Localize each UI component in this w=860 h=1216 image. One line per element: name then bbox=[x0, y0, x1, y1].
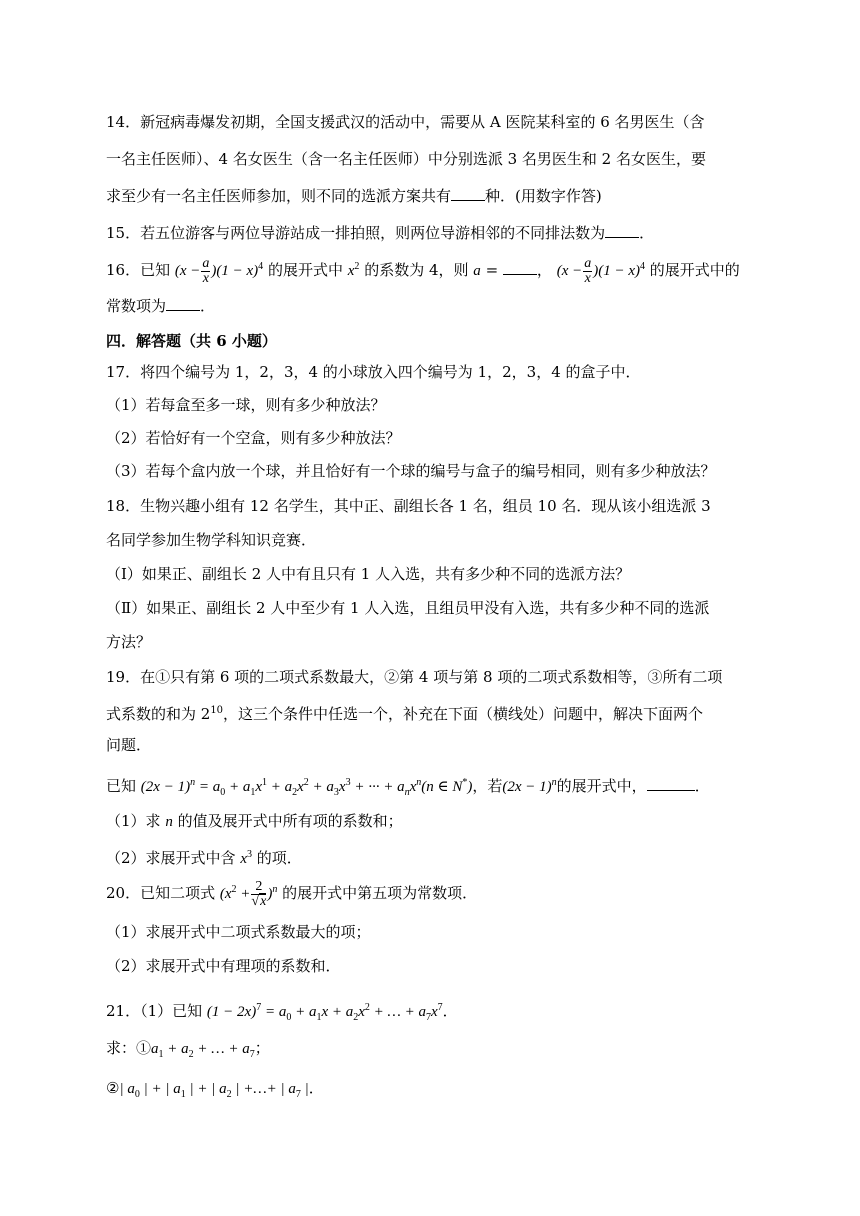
q16-text-a: 16．已知 bbox=[106, 261, 171, 279]
q21-text-b: ． bbox=[442, 1002, 458, 1020]
q18-line1: 18．生物兴趣小组有 12 名学生，其中正、副组长各 1 名，组员 10 名．现从该小组选派 3 bbox=[106, 497, 711, 515]
q19-text-p1a: （1）求 bbox=[106, 812, 161, 830]
q16-text-f: 常数项为 bbox=[106, 297, 167, 315]
q19-text-p2b: 的项． bbox=[256, 849, 302, 867]
q17-part3: （3）若每个盒内放一个球，并且恰好有一个球的编号与盒子的编号相同，则有多少种放法？ bbox=[106, 462, 716, 480]
q15-text-b: ． bbox=[639, 224, 655, 242]
q19-text-2b: ，这三个条件中任选一个，补充在下面（横线处）问题中，解决下面两个 bbox=[223, 705, 704, 723]
q18-line2: 名同学参加生物学科知识竞赛． bbox=[106, 531, 317, 549]
q18-part2-line1: （Ⅱ）如果正、副组长 2 人中至少有 1 人入选，且组员甲没有入选，共有多少种不同的选派 bbox=[106, 599, 710, 617]
q16-text-c: 的系数为 4，则 bbox=[364, 261, 469, 279]
q21-sum-1: $a_1 + a_2$ + … + $a_7$ bbox=[151, 1041, 255, 1060]
q17-part2: （2）若恰好有一个空盒，则有多少种放法？ bbox=[106, 429, 401, 447]
q19-text-2a: 式系数的和为 2 bbox=[106, 705, 211, 723]
q15-line bbox=[106, 223, 654, 243]
q19-condition-blank bbox=[647, 776, 695, 791]
q19-binomial: $(2x - 1)^n$ bbox=[502, 777, 557, 795]
q21-line2 bbox=[106, 1038, 270, 1065]
q16-text-g: ． bbox=[200, 297, 216, 315]
q16-expr-1: (x − $\frac{a}{x}$ )$(1 - x)^4$ bbox=[174, 256, 264, 287]
q14-answer-blank bbox=[451, 186, 485, 201]
q18-part1: （Ⅰ）如果正、副组长 2 人中有且只有 1 人入选，共有多少种不同的选派方法？ bbox=[106, 565, 631, 583]
q16-x2: $x^2$ bbox=[347, 261, 360, 279]
q19-text-4b: ，若 bbox=[472, 777, 503, 795]
q20-part1: （1）求展开式中二项式系数最大的项； bbox=[106, 923, 371, 941]
q16-text-d: ， bbox=[536, 261, 552, 279]
q16-expr-2: (x − $\frac{a}{x}$ )$(1 - x)^4$ bbox=[556, 256, 645, 287]
q16-blank-a bbox=[503, 260, 537, 275]
q19-part1 bbox=[106, 811, 403, 832]
q16-blank-const bbox=[166, 296, 200, 311]
q19-expansion: $(2x - 1)^n = a_0 + a_1x^1 + a_2x^2 + a_3x^3$ + ··· + $a_nx^n(n$ ∈ N*) bbox=[140, 777, 473, 798]
q16-a-eq: a bbox=[473, 263, 481, 279]
q19-x3: $x^3$ bbox=[240, 849, 252, 867]
q18-part2-line2: 方法？ bbox=[106, 633, 152, 651]
q21-expansion: $(1 - 2x)^7 = a_0 + a_1x + a_2x^2$ + … + $a_7x^7$ bbox=[206, 1002, 443, 1023]
q17-stem: 17．将四个编号为 1，2，3，4 的小球放入四个编号为 1，2，3，4 的盒子中． bbox=[106, 363, 641, 381]
q19-text-4c: 的展开式中， bbox=[556, 777, 647, 795]
q16-line1: 16．已知 (x − $\frac{a}{x}$ )$(1 - x)^4$ 的展开式中 $x^2$ 的系数为 4，则 a = ， (x − $\frac{a}{x}$ )$(1 - x)^4$ 的展开式中的 bbox=[106, 256, 740, 287]
q20-text-b: 的展开式中第五项为常数项． bbox=[282, 884, 478, 902]
q14-line2: 一名主任医师）、4 名女医生（含一名主任医师）中分别选派 3 名男医生和 2 名女医生，要 bbox=[106, 150, 706, 168]
q20-text-a: 20．已知二项式 bbox=[106, 884, 216, 902]
q19-line3: 问题． bbox=[106, 736, 152, 754]
q19-n: n bbox=[165, 814, 173, 830]
q19-text-4d: ． bbox=[694, 777, 710, 795]
q21-sum-abs: | $a_0$ | + | $a_1$ | + | $a_2$ | +…+ | $a_7$ | bbox=[119, 1081, 309, 1100]
q19-text-4a: 已知 bbox=[106, 777, 137, 795]
q21-text-e: ② bbox=[106, 1079, 120, 1097]
q21-text-c: 求：① bbox=[106, 1039, 152, 1057]
q19-text-p2a: （2）求展开式中含 bbox=[106, 849, 236, 867]
q21-text-a: 21．（1）已知 bbox=[106, 1002, 203, 1020]
q14-line3 bbox=[106, 186, 602, 206]
section-heading: 四．解答题（共 6 小题） bbox=[106, 332, 277, 350]
q16-text-b: 的展开式中 bbox=[267, 261, 343, 279]
q17-part1: （1）若每盒至多一球，则有多少种放法？ bbox=[106, 396, 386, 414]
q14-line1: 14．新冠病毒爆发初期，全国支援武汉的活动中，需要从 A 医院某科室的 6 名男医生（含 bbox=[106, 113, 705, 131]
q20-binomial: ($x^2$ + $\frac{2}{√x}$ )$^n$ bbox=[219, 879, 278, 910]
q21-line3 bbox=[106, 1078, 324, 1105]
q19-text-p1b: 的值及展开式中所有项的系数和； bbox=[177, 812, 403, 830]
q16-line2 bbox=[106, 296, 215, 316]
q14-text-b: 种．(用数字作答) bbox=[485, 187, 602, 205]
q19-line4 bbox=[106, 773, 710, 803]
q19-exp-10: 10 bbox=[210, 705, 224, 716]
q14-text-a: 求至少有一名主任医师参加，则不同的选派方案共有 bbox=[106, 187, 452, 205]
q21-text-f: ． bbox=[308, 1079, 324, 1097]
q16-text-e: 的展开式中的 bbox=[649, 261, 740, 279]
q19-line1: 19．在①只有第 6 项的二项式系数最大，②第 4 项与第 8 项的二项式系数相等，③所有二项 bbox=[106, 668, 723, 686]
q15-answer-blank bbox=[605, 223, 639, 238]
q20-part2: （2）求展开式中有理项的系数和． bbox=[106, 957, 341, 975]
q15-text-a: 15．若五位游客与两位导游站成一排拍照，则两位导游相邻的不同排法数为 bbox=[106, 224, 606, 242]
q19-part2 bbox=[106, 845, 302, 869]
q20-line bbox=[106, 872, 477, 912]
q21-line1 bbox=[106, 998, 458, 1028]
q21-text-d: ； bbox=[254, 1039, 270, 1057]
q19-line2 bbox=[106, 701, 703, 724]
